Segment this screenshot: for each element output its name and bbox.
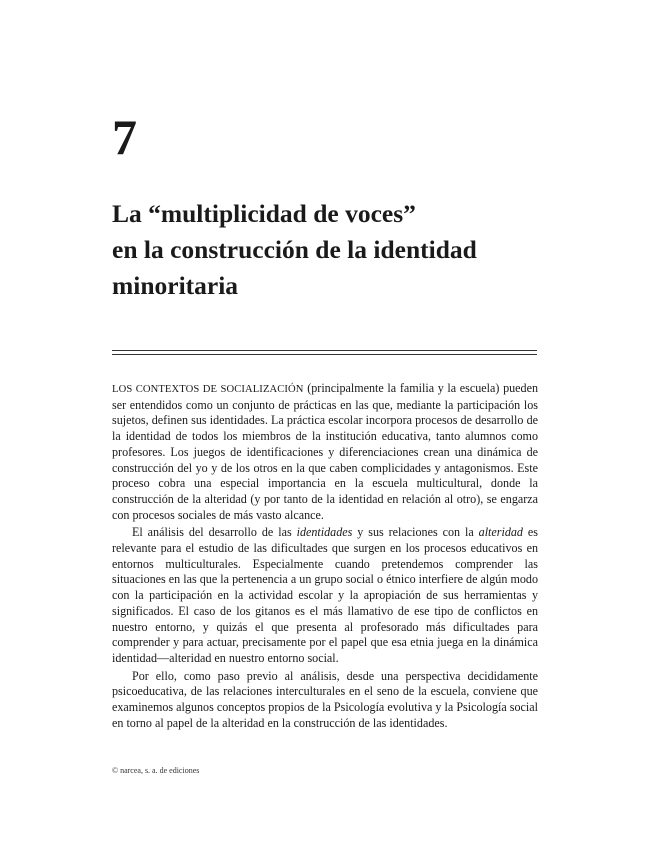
italic-term: alteridad <box>478 525 523 540</box>
paragraph-text: es relevante para el estudio de las dificultades que surgen en los procesos educativos en entornos multiculturales. Especialmente cuando pretendemos comprender las situaciones en las que la pertenencia a un grupo social o étnico interfiere de algún modo con la participación en la actividad escolar y la apropiación de sus herramientas y significados. El caso de los gitanos es el más llamativo de ese tipo de conflictos en nuestro entorno, y quizás el que presenta al profesorado más dificultades para comprender y para actuar, precisamente por el papel que esa etnia juega en la dinámica identidad—alteridad en nuestro entorno social. <box>112 525 538 665</box>
paragraph-text: y sus relaciones con la <box>352 525 479 540</box>
italic-term: identidades <box>296 525 353 540</box>
chapter-title <box>112 196 542 304</box>
paragraph-text: El análisis del desarrollo de las <box>132 525 297 540</box>
chapter-title-line: en la construcción de la identidad <box>112 235 477 264</box>
paragraph-lead-smallcaps: LOS CONTEXTOS DE SOCIALIZACIÓN <box>112 384 304 395</box>
paragraph-1 <box>112 381 538 523</box>
divider-rule-top <box>112 350 537 351</box>
paragraph-text: (principalmente la familia y la escuela) pueden ser entendidos como un conjunto de prácticas en las que, mediante la participación los sujetos, definen sus identidades. La práctica escolar incorpora procesos de desarrollo de la identidad de todos los miembros de la institución educativa, tanto alumnos como profesores. Los juegos de identificaciones y diferenciaciones crean una dinámica de construcción del yo y de los otros en la que caben complicidades y antagonismos. Este proceso cobra una especial importancia en la escuela multicultural, donde la construcción de la alteridad (y por tanto de la identidad en relación al otro), se engarza con procesos sociales de más vasto alcance. <box>112 381 538 522</box>
chapter-title-line: La “multiplicidad de voces” <box>112 199 416 228</box>
chapter-number: 7 <box>112 109 137 165</box>
divider-rule-bottom <box>112 354 537 355</box>
paragraph-3: Por ello, como paso previo al análisis, desde una perspectiva decididamente psicoeducativa, de las relaciones interculturales en el seno de la escuela, conviene que examinemos algunos conceptos propios de la Psicología evolutiva y la Psicología social en torno al papel de la alteridad en la construcción de las identidades. <box>112 668 538 730</box>
paragraph-2 <box>112 525 538 666</box>
copyright-footer: © narcea, s. a. de ediciones <box>112 766 200 775</box>
body-text <box>112 381 538 731</box>
chapter-title-line: minoritaria <box>112 271 239 300</box>
